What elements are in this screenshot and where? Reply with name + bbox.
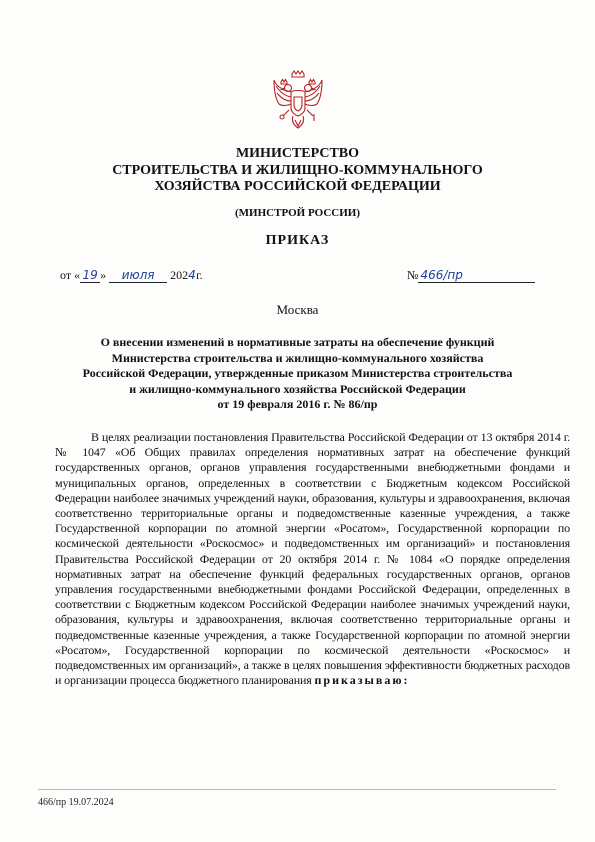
footer-reference: 466/пр 19.07.2024 [38,797,114,808]
document-title [60,335,535,413]
date-mid: » [100,268,107,282]
coat-of-arms-icon [271,70,325,132]
ministry-line: МИНИСТЕРСТВО [235,146,360,161]
title-line: от 19 февраля 2016 г. № 86/пр [217,397,378,411]
number-value: 466/пр [418,268,535,283]
order-date [60,268,203,283]
footer-divider [38,789,556,790]
date-month: июля [109,268,167,283]
body-text: В целях реализации постановления Правительства Российской Федерации от 13 октября 2014 г. № 1047 «Об Общих правилах определения нормативных затрат на обеспечение функций государственных органов, органов управления государственными внебюджетными фондами и муниципальных органов, определенных в соответствии с Бюджетным кодексом Российской Федерации наиболее значимых учреждений науки, образования, культуры и здравоохранения, включая соответственно территориальные органы и подведомственные казенные учреждения, а также Государственной корпорации по атомной энергии «Росатом», Государственной корпорации по космической деятельности «Роскосмос» и подведомственных им организаций» и постановления Правительства Российской Федерации от 20 октября 2014 г. № 1084 «О порядке определения нормативных затрат на обеспечение функций федеральных государственных органов, органов управления государственными внебюджетными фондами Российской Федерации, определенных в соответствии с Бюджетным кодексом Российской Федерации наиболее значимых учреждений науки, образования, культуры и здравоохранения, включая соответственно территориальные органы и подведомственные казенные учреждения, а также Государственной корпорации по атомной энергии «Росатом», Государственной корпорации по космической деятельности «Роскосмос» и подведомственных им организаций», а также в целях повышения эффективности бюджетных расходов и организации процесса бюджетного планирования [55,430,570,688]
ministry-abbreviation: (МИНСТРОЙ РОССИИ) [235,207,360,219]
date-suffix: г. [196,268,203,282]
title-line: Российской Федерации, утвержденные приказом Министерства строительства [82,366,513,380]
order-word: приказываю: [314,673,410,688]
title-line: и жилищно-коммунального хозяйства Российской Федерации [129,381,466,396]
order-number [407,268,535,283]
document-type: ПРИКАЗ [265,233,330,248]
ministry-name [40,146,555,196]
date-year-digit: 4 [188,268,196,282]
number-prefix: № [407,268,419,282]
body-paragraph [55,430,570,688]
title-line: О внесении изменений в нормативные затраты на обеспечение функций [100,335,495,349]
date-prefix: от « [60,268,81,282]
ministry-line: ХОЗЯЙСТВА РОССИЙСКОЙ ФЕДЕРАЦИИ [154,179,441,194]
title-line: Министерства строительства и жилищно-коммунального хозяйства [111,350,484,365]
date-day: 19 [80,268,100,283]
date-year-prefix: 202 [170,268,189,282]
city: Москва [276,302,319,317]
ministry-line: СТРОИТЕЛЬСТВА И ЖИЛИЩНО-КОММУНАЛЬНОГО [112,162,483,178]
